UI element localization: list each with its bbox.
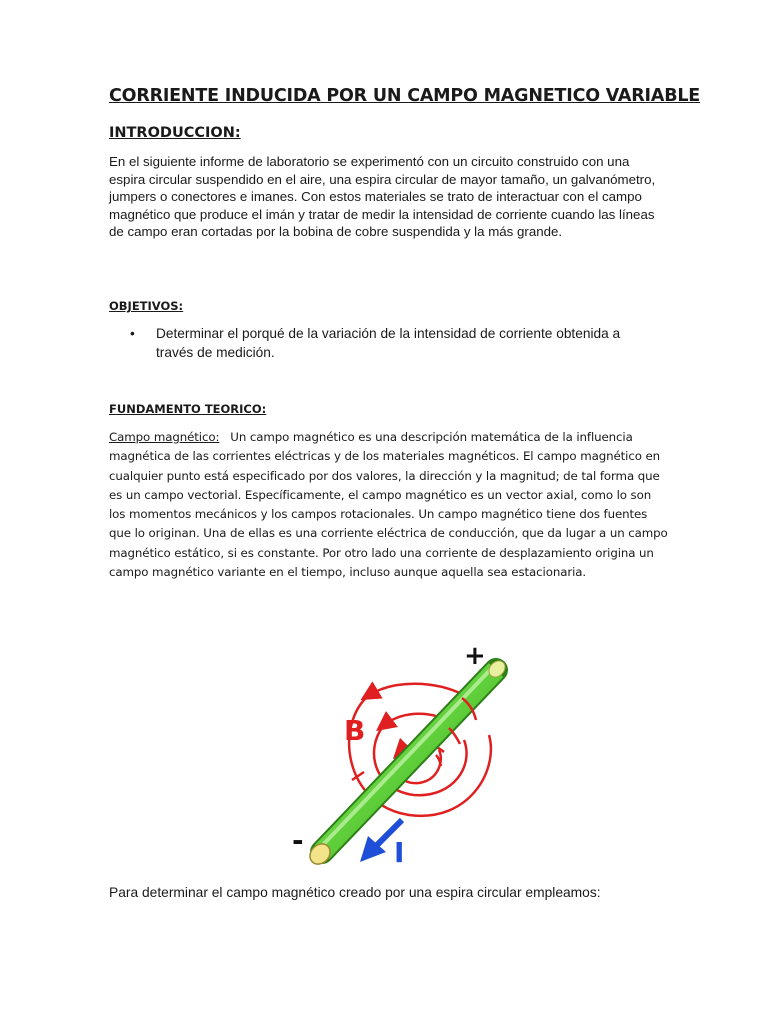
closing-text: Para determinar el campo magnético creado por una espira circular empleamos: xyxy=(109,885,601,900)
minus-label: - xyxy=(292,824,304,857)
campo-magnetico-text: Un campo magnético es una descripción matemática de la influencia magnética de las corrientes eléctricas y de los materiales magnéticos. El campo magnético en cualquier punto está especificado por dos valores, la dirección y la magnitud; de tal forma que es un campo vectorial. Específicamente, el campo magnético es un vector axial, como lo son los momentos mecánicos y los campos rotacionales. Un campo magnético tiene dos fuentes que lo originan. Una de ellas es una corriente eléctrica de conducción, que da lugar a un campo magnético estático, si es constante. Por otro lado una corriente de desplazamiento origina un campo magnético variante en el tiempo, incluso aunque aquella sea estacionaria. xyxy=(109,430,668,580)
document-title: CORRIENTE INDUCIDA POR UN CAMPO MAGNETICO VARIABLE xyxy=(109,86,701,106)
objetivos-list xyxy=(130,325,650,362)
campo-magnetico-term: Campo magnético: xyxy=(109,430,220,444)
campo-magnetico-paragraph xyxy=(109,428,669,582)
objetivo-item: • Determinar el porqué de la variación de la intensidad de corriente obtenida a través de medición. xyxy=(130,325,650,362)
introduccion-text: En el siguiente informe de laboratorio se experimentó con un circuito construido con una espira circular suspendido en el aire, una espira circular de mayor tamaño, un galvanómetro, jumpers o conectores e imanes. Con estos materiales se trato de interactuar con el campo magnético que produce el imán y tratar de medir la intensidad de corriente cuando las líneas de campo eran cortadas por la bobina de cobre suspendida y la más grande. xyxy=(109,154,656,239)
plus-label: + xyxy=(464,641,486,671)
field-label: B xyxy=(344,714,366,747)
magnetic-field-figure xyxy=(284,640,524,870)
introduccion-heading: INTRODUCCION: xyxy=(109,125,241,141)
current-label: I xyxy=(394,836,405,869)
fundamento-heading: FUNDAMENTO TEORICO: xyxy=(109,402,267,416)
objetivos-heading: OBJETIVOS: xyxy=(109,299,184,313)
wire-conductor xyxy=(306,658,508,869)
